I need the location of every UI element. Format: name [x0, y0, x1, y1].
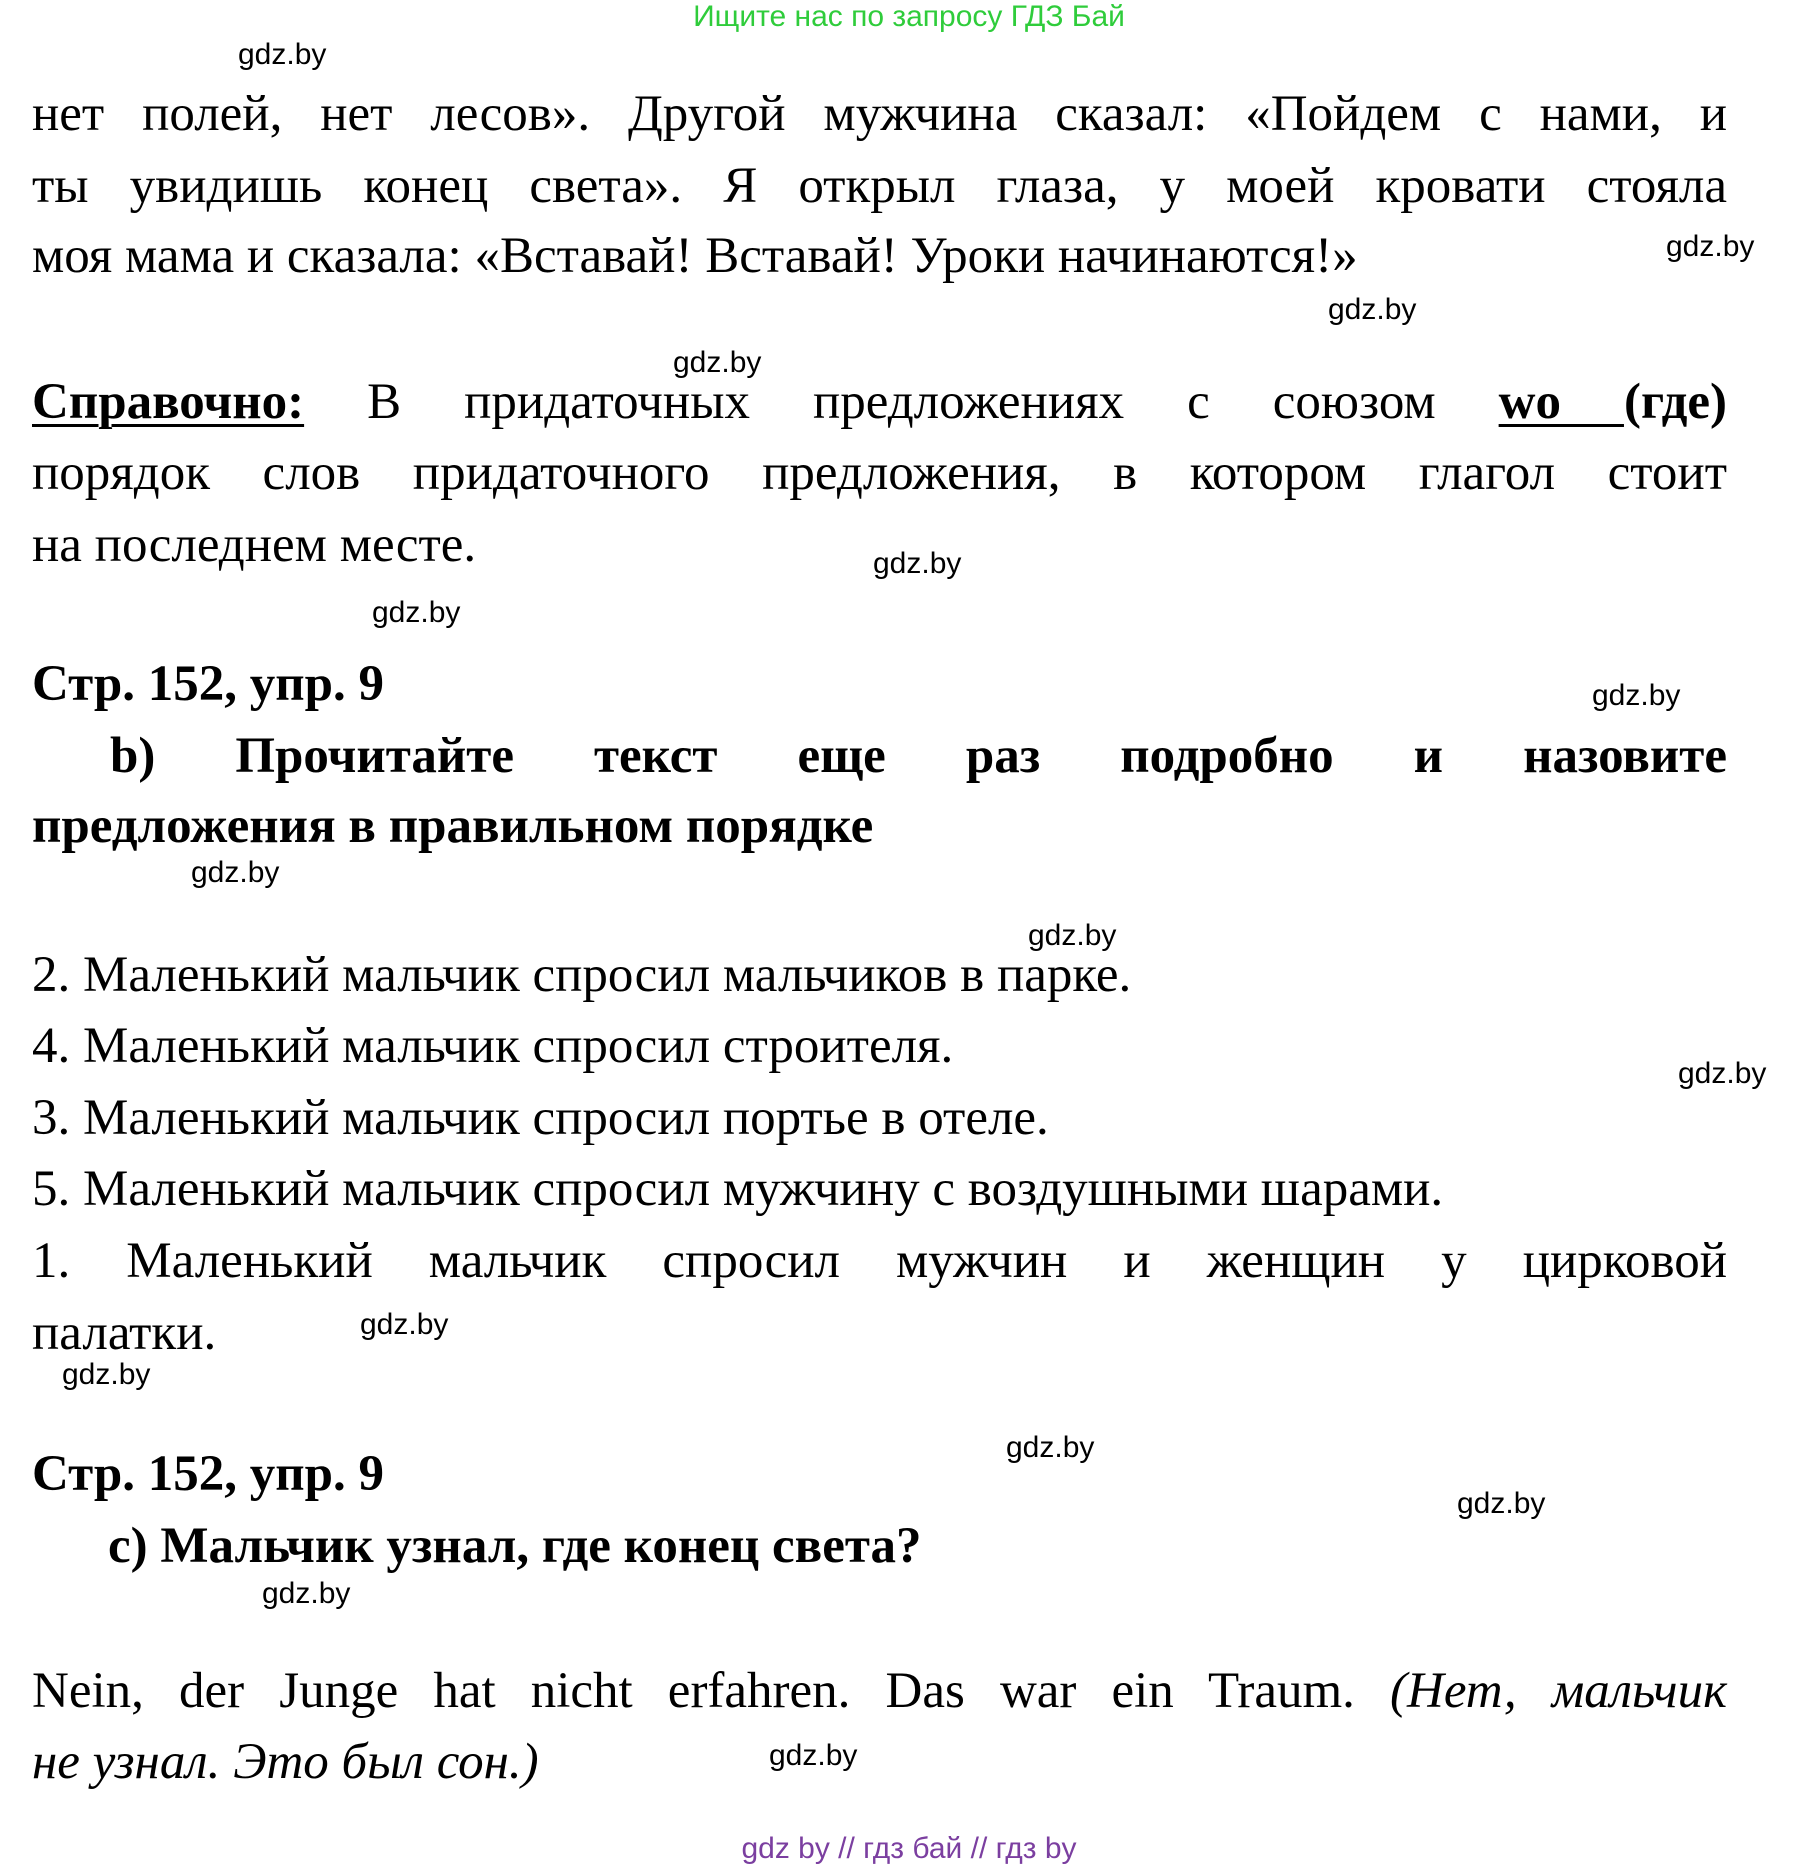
answer-line-2: не узнал. Это был сон.) [32, 1734, 539, 1790]
watermark: gdz.by [1328, 293, 1417, 326]
reference-line-2: порядок слов придаточного предложения, в котором глагол стоит [32, 445, 1727, 501]
watermark: gdz.by [262, 1577, 351, 1610]
watermark: gdz.by [1457, 1487, 1546, 1520]
watermark: gdz.by [372, 596, 461, 629]
answer-german: Nein, der Junge hat nicht erfahren. Das war ein Traum. [32, 1663, 1355, 1719]
footer-links[interactable]: gdz by // гдз бай // гдз by [741, 1832, 1077, 1865]
exercise-b-task-line-2: предложения в правильном порядке [32, 798, 874, 854]
exercise-b-task-line-1: b) Прочитайте текст еще раз подробно и назовите [110, 728, 1727, 784]
answer-line-1 [32, 1661, 1727, 1721]
watermark: gdz.by [191, 856, 280, 889]
watermark: gdz.by [360, 1308, 449, 1341]
reference-line-3: на последнем месте. [32, 517, 477, 573]
watermark: gdz.by [62, 1358, 151, 1391]
watermark: gdz.by [1028, 919, 1117, 952]
watermark: gdz.by [1592, 679, 1681, 712]
list-item: 4. Маленький мальчик спросил строителя. [32, 1018, 954, 1074]
watermark: gdz.by [873, 547, 962, 580]
list-item: 5. Маленький мальчик спросил мужчину с воздушными шарами. [32, 1161, 1444, 1217]
story-line-2: ты увидишь конец света». Я открыл глаза, у моей кровати стояла [32, 158, 1727, 214]
top-banner[interactable]: Ищите нас по запросу ГДЗ Бай [693, 0, 1125, 33]
exercise-c-heading: Стр. 152, упр. 9 [32, 1446, 384, 1502]
reference-conjunction-translation: (где) [1623, 374, 1727, 430]
watermark: gdz.by [1006, 1431, 1095, 1464]
watermark: gdz.by [673, 346, 762, 379]
watermark: gdz.by [769, 1739, 858, 1772]
exercise-c-task: c) Мальчик узнал, где конец света? [108, 1518, 922, 1574]
watermark: gdz.by [1678, 1057, 1767, 1090]
story-line-1: нет полей, нет лесов». Другой мужчина сказал: «Пойдем с нами, и [32, 86, 1727, 142]
story-line-3: моя мама и сказала: «Вставай! Вставай! Уроки начинаются!» [32, 228, 1358, 284]
watermark: gdz.by [238, 38, 327, 71]
list-item: 1. Маленький мальчик спросил мужчин и женщин у цирковой [32, 1233, 1727, 1289]
reference-line-1 [32, 372, 1727, 432]
answer-translation: (Нет, мальчик [1390, 1663, 1727, 1719]
reference-text: В придаточных предложениях с союзом [304, 374, 1499, 430]
watermark: gdz.by [1666, 230, 1755, 263]
list-item-continuation: палатки. [32, 1305, 217, 1361]
reference-conjunction: wo [1498, 374, 1624, 430]
list-item: 2. Маленький мальчик спросил мальчиков в парке. [32, 947, 1132, 1003]
reference-label: Справочно: [32, 374, 305, 430]
exercise-b-heading: Стр. 152, упр. 9 [32, 656, 384, 712]
list-item: 3. Маленький мальчик спросил портье в отеле. [32, 1090, 1049, 1146]
